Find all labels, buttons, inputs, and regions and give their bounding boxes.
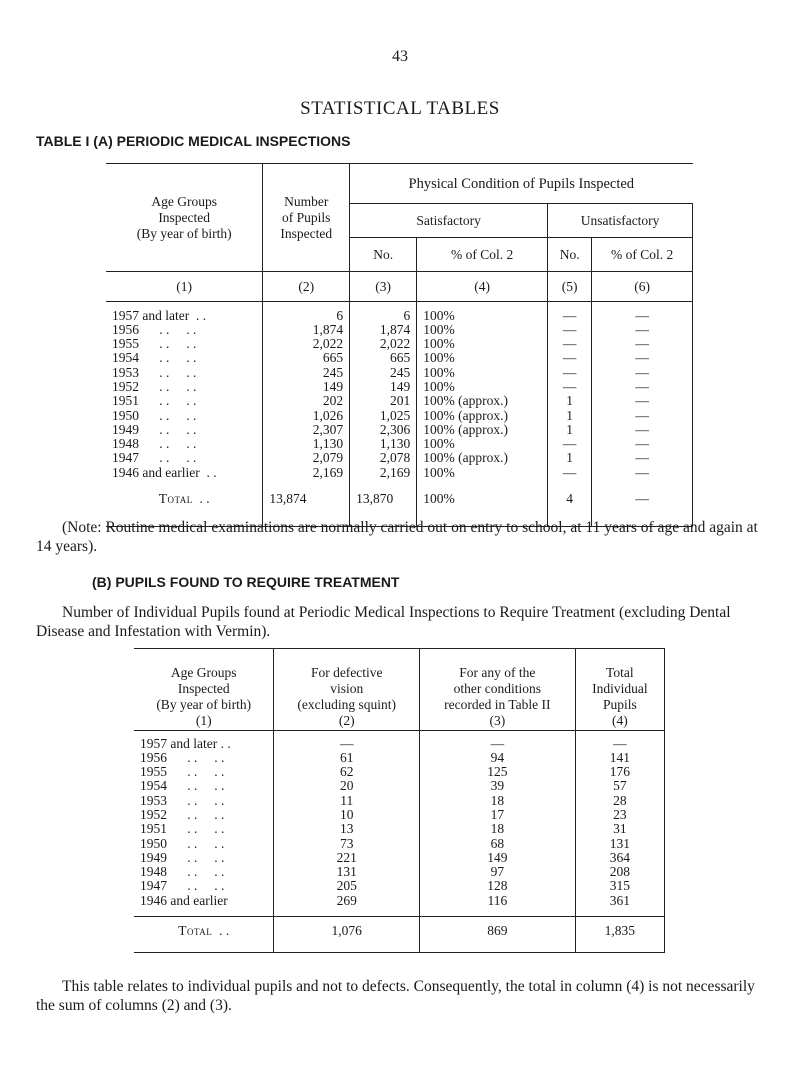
- header-age-groups: Age Groups Inspected (By year of birth): [106, 164, 263, 272]
- table-total-row: Total . . 13,874 13,870 100% 4 —: [106, 492, 693, 520]
- table-row: 1951 . . . . 13 18 31: [134, 822, 665, 836]
- table-row: 1951 . . . . 202 201 100% (approx.) 1 —: [106, 394, 693, 408]
- col-num-2: (2): [263, 272, 350, 302]
- header-satisfactory: Satisfactory: [350, 204, 548, 238]
- table-row: 1954 . . . . 665 665 100% — —: [106, 351, 693, 365]
- page-heading: STATISTICAL TABLES: [300, 98, 500, 119]
- table-row: 1953 . . . . 245 245 100% — —: [106, 366, 693, 380]
- table-row: 1952 . . . . 149 149 100% — —: [106, 380, 693, 394]
- table-row: 1946 and earlier 269 116 361: [134, 894, 665, 908]
- table-b-intro: Number of Individual Pupils found at Periodic Medical Inspections to Require Treatment (excluding Dental Disease and Infestation with Vermin).: [36, 604, 731, 640]
- col-num-5: (5): [548, 272, 592, 302]
- table-a-title: TABLE I (A) PERIODIC MEDICAL INSPECTIONS: [36, 133, 351, 149]
- table-b-footer: This table relates to individual pupils and not to defects. Consequently, the total in column (4) is not necessarily the sum of columns (2) and (3).: [36, 978, 755, 1014]
- header-b-other-conditions: For any of the other conditions recorded in Table II (3): [420, 649, 576, 731]
- col-num-6: (6): [592, 272, 693, 302]
- header-sat-no: No.: [350, 238, 417, 272]
- table-row: 1956 . . . . 61 94 141: [134, 751, 665, 765]
- table-row: 1950 . . . . 73 68 131: [134, 837, 665, 851]
- table-row: 1948 . . . . 1,130 1,130 100% — —: [106, 437, 693, 451]
- header-b-defective-vision: For defective vision (excluding squint) (2): [274, 649, 420, 731]
- table-total-row: Total . . 1,076 869 1,835: [134, 916, 665, 946]
- header-physical-condition: Physical Condition of Pupils Inspected: [350, 164, 693, 204]
- header-unsatisfactory: Unsatisfactory: [548, 204, 693, 238]
- table-row: 1946 and earlier . . 2,169 2,169 100% — —: [106, 466, 693, 480]
- col-num-3: (3): [350, 272, 417, 302]
- table-b: [134, 648, 665, 953]
- page-number: 43: [392, 48, 408, 65]
- col-num-1: (1): [106, 272, 263, 302]
- header-b-total-pupils: Total Individual Pupils (4): [575, 649, 664, 731]
- table-row: 1952 . . . . 10 17 23: [134, 808, 665, 822]
- table-row: 1954 . . . . 20 39 57: [134, 779, 665, 793]
- table-row: 1948 . . . . 131 97 208: [134, 865, 665, 879]
- table-row: 1956 . . . . 1,874 1,874 100% — —: [106, 323, 693, 337]
- table-a: [106, 163, 693, 527]
- col-num-4: (4): [417, 272, 548, 302]
- header-number-pupils: Number of Pupils Inspected: [263, 164, 350, 272]
- table-row: 1953 . . . . 11 18 28: [134, 794, 665, 808]
- header-uns-pct: % of Col. 2: [592, 238, 693, 272]
- table-a-note: (Note: Routine medical examinations are normally carried out on entry to school, at 11 years of age and again at 14 years).: [36, 519, 758, 555]
- table-row: 1955 . . . . 62 125 176: [134, 765, 665, 779]
- table-row: 1957 and later . . 6 6 100% — —: [106, 309, 693, 323]
- header-b-age-groups: Age Groups Inspected (By year of birth) (1): [134, 649, 274, 731]
- table-row: 1947 . . . . 205 128 315: [134, 879, 665, 893]
- table-b-title: (B) PUPILS FOUND TO REQUIRE TREATMENT: [92, 574, 400, 590]
- table-row: 1957 and later . . — — —: [134, 737, 665, 751]
- table-row: 1950 . . . . 1,026 1,025 100% (approx.) 1 —: [106, 409, 693, 423]
- table-row: 1949 . . . . 221 149 364: [134, 851, 665, 865]
- table-row: 1947 . . . . 2,079 2,078 100% (approx.) 1 —: [106, 451, 693, 465]
- table-row: 1955 . . . . 2,022 2,022 100% — —: [106, 337, 693, 351]
- header-sat-pct: % of Col. 2: [417, 238, 548, 272]
- table-row: 1949 . . . . 2,307 2,306 100% (approx.) 1 —: [106, 423, 693, 437]
- header-uns-no: No.: [548, 238, 592, 272]
